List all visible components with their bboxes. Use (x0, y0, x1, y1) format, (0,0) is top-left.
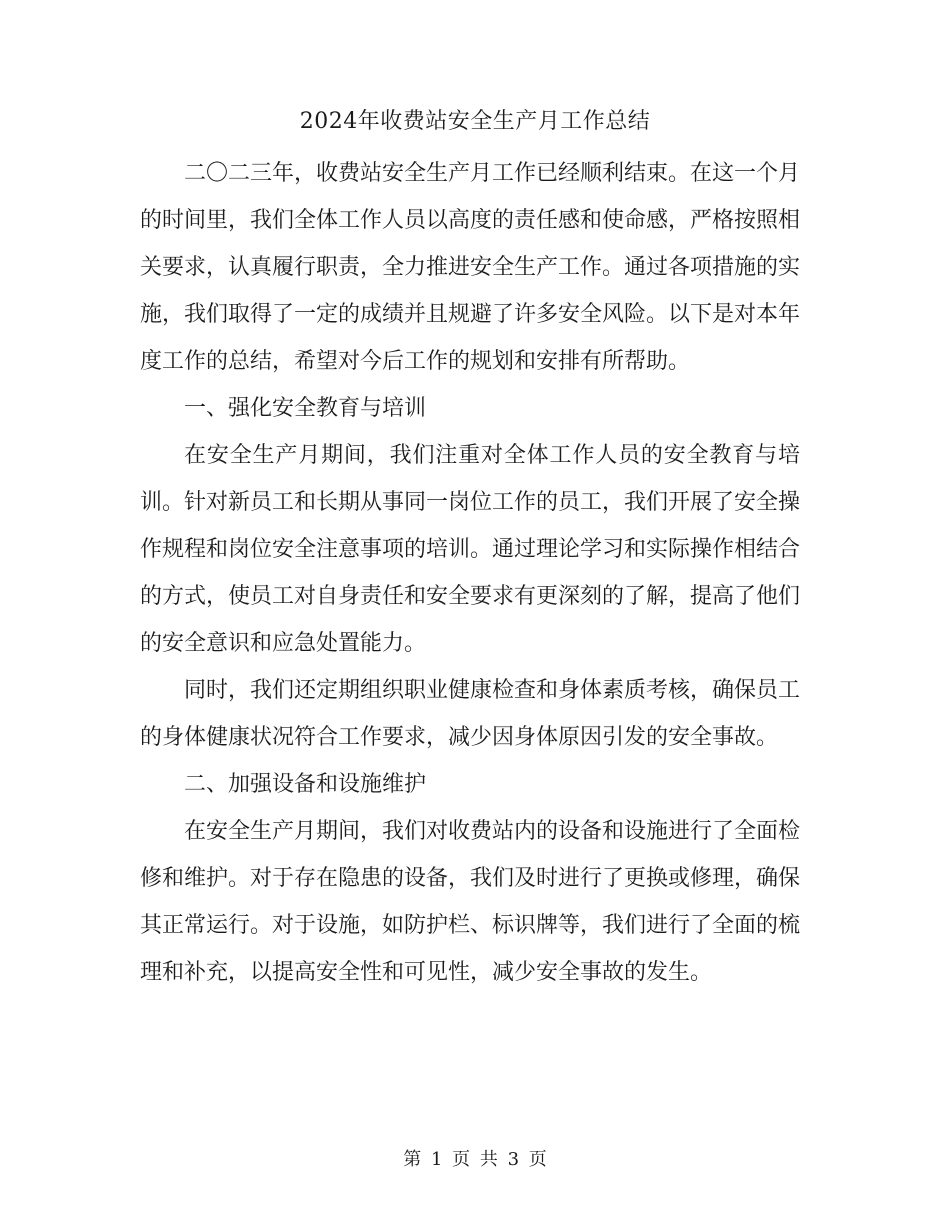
section-1-paragraph-2: 同时，我们还定期组织职业健康检查和身体素质考核，确保员工的身体健康状况符合工作要求，减少因身体原因引发的安全事故。 (140, 678, 801, 750)
intro-paragraph: 二〇二三年，收费站安全生产月工作已经顺利结束。在这一个月的时间里，我们全体工作人员以高度的责任感和使命感，严格按照相关要求，认真履行职责，全力推进安全生产工作。通过各项措施的实施，我们取得了一定的成绩并且规避了许多安全风险。以下是对本年度工作的总结，希望对今后工作的规划和安排有所帮助。 (140, 161, 801, 374)
document-title: 2024年收费站安全生产月工作总结 (299, 109, 651, 134)
document-body (140, 150, 800, 996)
section-heading-1: 一、强化安全教育与培训 (184, 396, 427, 421)
section-2-paragraph-1: 在安全生产月期间，我们对收费站内的设备和设施进行了全面检修和维护。对于存在隐患的设备，我们及时进行了更换或修理，确保其正常运行。对于设施，如防护栏、标识牌等，我们进行了全面的梳理和补充，以提高安全性和可见性，减少安全事故的发生。 (140, 819, 801, 985)
section-heading-2: 二、加强设备和设施维护 (184, 772, 427, 797)
page-footer: 第 1 页 共 3 页 (403, 1149, 547, 1170)
section-1-paragraph-1: 在安全生产月期间，我们注重对全体工作人员的安全教育与培训。针对新员工和长期从事同一岗位工作的员工，我们开展了安全操作规程和岗位安全注意事项的培训。通过理论学习和实际操作相结合的方式，使员工对自身责任和安全要求有更深刻的了解，提高了他们的安全意识和应急处置能力。 (140, 443, 801, 656)
